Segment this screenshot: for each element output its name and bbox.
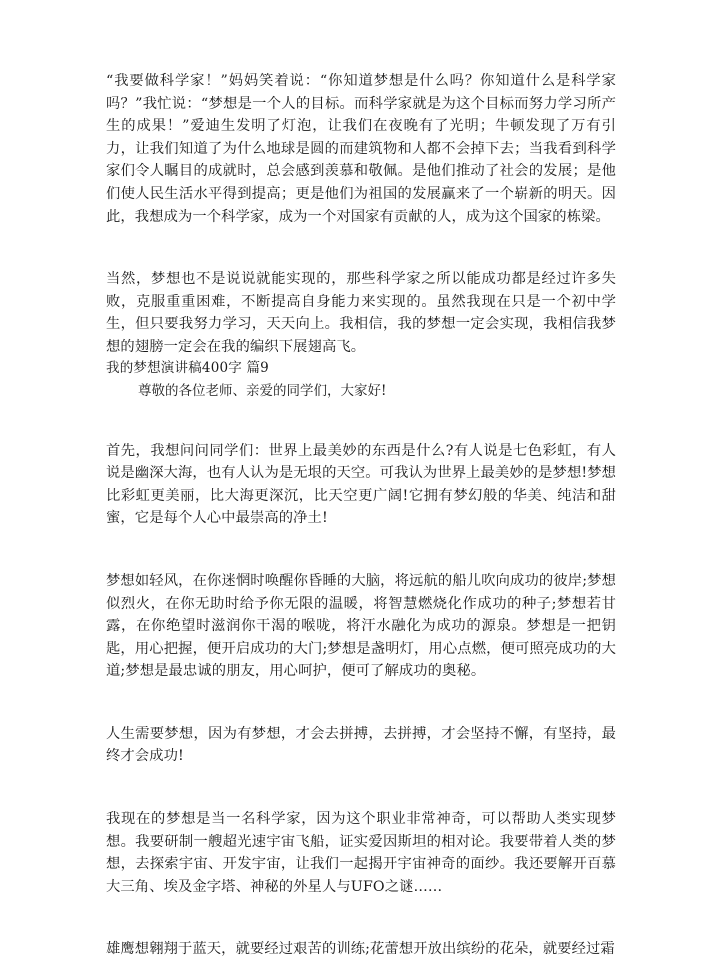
paragraph-gap	[106, 228, 616, 268]
paragraph-dream-metaphors: 梦想如轻风，在你迷惘时唤醒你昏睡的大脑，将远航的船儿吹向成功的彼岸;梦想似烈火，在你无助时给予你无限的温暖，将智慧燃烧化作成功的种子;梦想若甘露，在你绝望时滋润你干渴的喉咙，将汗水融化为成功的源泉。梦想是一把钥匙，用心把握，便开启成功的大门;梦想是盏明灯，用心点燃，便可照亮成功的大道;梦想是最忠诚的朋友，用心呵护，便可了解成功的奥秘。	[106, 572, 616, 680]
document-page	[106, 70, 616, 961]
paragraph-gap	[106, 898, 616, 938]
paragraph-gap	[106, 683, 616, 723]
paragraph-dream-realization: 当然，梦想也不是说说就能实现的，那些科学家之所以能成功都是经过许多失败，克服重重困难，不断提高自身能力来实现的。虽然我现在只是一个初中学生，但只要我努力学习，天天向上。我相信，我的梦想一定会实现，我相信我梦想的翅膀一定会在我的编织下展翅高飞。	[106, 271, 616, 355]
greeting-line: 尊敬的各位老师、亲爱的同学们，大家好!	[138, 382, 387, 399]
paragraph-scientist-dream: “我要做科学家！”妈妈笑着说：“你知道梦想是什么吗？你知道什么是科学家吗？”我忙说：“梦想是一个人的目标。而科学家就是为这个目标而努力学习所产生的成果！”爱迪生发明了灯泡，让我们在夜晚有了光明；牛顿发现了万有引力，让我们知道了为什么地球是圆的而建筑物和人都不会掉下去；当我看到科学家们令人瞩目的成就时，总会感到羡慕和敬佩。是他们推动了社会的发展；是他们使人民生活水平得到提高；更是他们为祖国的发展赢来了一个崭新的明天。因此，我想成为一个科学家，成为一个对国家有贡献的人，成为这个国家的栋梁。	[106, 73, 616, 225]
paragraph-gap	[106, 402, 616, 440]
paragraph-gap	[106, 530, 616, 570]
paragraph-life-needs-dreams: 人生需要梦想，因为有梦想，才会去拼搏，去拼搏，才会坚持不懈，有坚持，最终才会成功!	[106, 725, 616, 765]
paragraph-eagle: 雄鹰想翱翔于蓝天，就要经过艰苦的训练;花蕾想开放出缤纷的花朵，就要经过霜	[106, 941, 615, 958]
paragraph-current-dream: 我现在的梦想是当一名科学家，因为这个职业非常神奇，可以帮助人类实现梦想。我要研制一艘超光速宇宙飞船，证实爱因斯坦的相对论。我要带着人类的梦想，去探索宇宙、开发宇宙，让我们一起揭开宇宙神奇的面纱。我还要解开百慕大三角、埃及金字塔、神秘的外星人与UFO之谜……	[106, 811, 616, 895]
paragraph-most-beautiful: 首先，我想问问同学们：世界上最美妙的东西是什么?有人说是七色彩虹，有人说是幽深大海，也有人认为是无垠的天空。可我认为世界上最美妙的是梦想!梦想比彩虹更美丽，比大海更深沉，比天空更广阔!它拥有梦幻般的华美、纯洁和甜蜜，它是每个人心中最崇高的净土!	[106, 442, 616, 527]
paragraph-gap	[106, 768, 616, 808]
section-heading: 我的梦想演讲稿400字 篇9	[106, 359, 269, 376]
